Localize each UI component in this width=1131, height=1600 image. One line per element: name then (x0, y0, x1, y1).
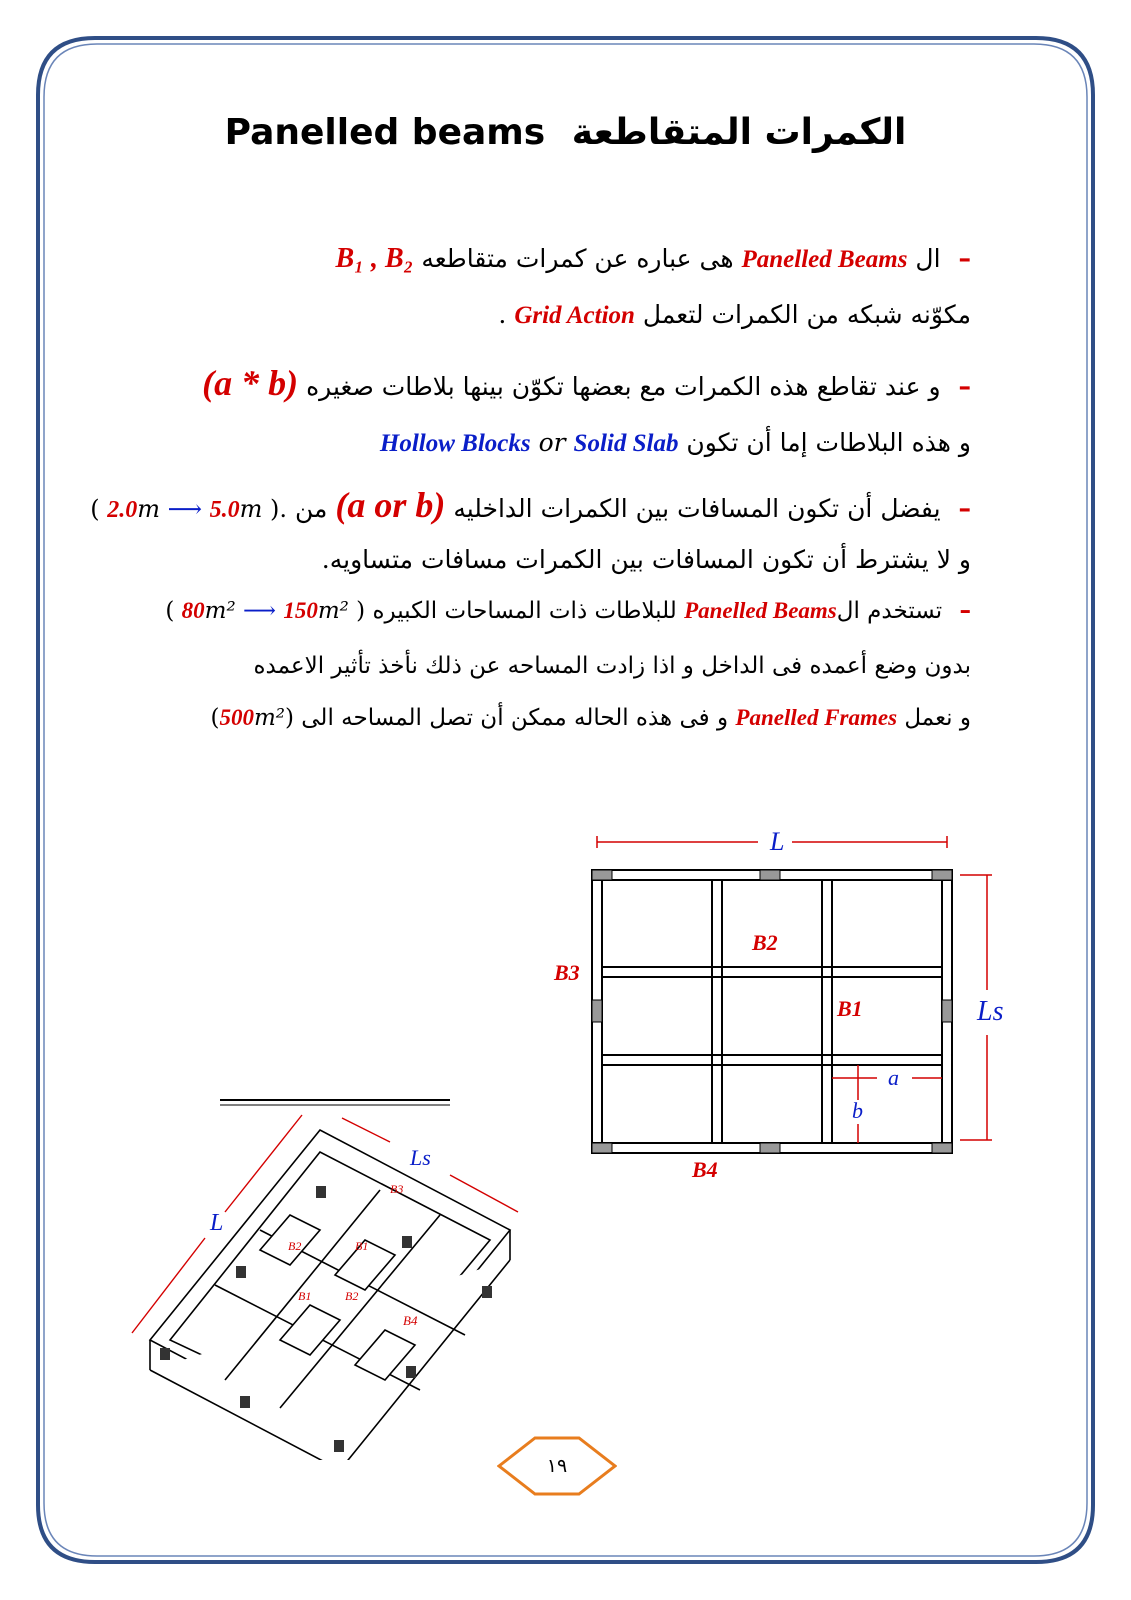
page-number: ١٩ (546, 1455, 568, 1477)
arrow-icon: ⟶ (167, 495, 202, 523)
symbols-b1-b2: B₁ , B₂ (335, 243, 414, 274)
label-b: b (852, 1098, 863, 1123)
range-distance: ( 2.0m ⟶ 5.0m ). (90, 495, 288, 523)
paragraph-3-line-2: و لا يشترط أن تكون المسافات بين الكمرات مسافات متساويه. (321, 545, 971, 574)
plan-diagram (540, 820, 1040, 1200)
page-number-badge (497, 1435, 617, 1497)
title-arabic: الكمرات المتقاطعة (571, 112, 907, 153)
bullet-dash: – (959, 598, 971, 624)
area-max: (500m²) (210, 705, 294, 731)
expr-a-or-b: (a or b) (335, 485, 446, 525)
term-panelled-frames: Panelled Frames (735, 705, 898, 730)
isometric-diagram (120, 1090, 540, 1460)
iso-label-B2: B2 (288, 1239, 302, 1253)
label-a: a (888, 1065, 899, 1090)
paragraph-1-line-1: – ال Panelled Beams هى عباره عن كمرات متقاطعه B₁ , B₂ (335, 243, 971, 274)
page-title (0, 112, 1131, 153)
paragraph-4-line-1: – تستخدم الPanelled Beams للبلاطات ذات المساحات الكبيره ( 80m² ⟶ 150m² ) (165, 598, 971, 624)
label-Ls: Ls (977, 996, 1004, 1027)
label-B2: B2 (752, 930, 778, 955)
term-hollow-blocks: Hollow Blocks (379, 430, 531, 457)
label-L: L (770, 827, 785, 856)
paragraph-4-line-2: بدون وضع أعمده فى الداخل و اذا زادت المساحه عن ذلك نأخذ تأثير الاعمده (253, 653, 971, 679)
bullet-dash: – (958, 372, 971, 401)
area-range: ( 80m² ⟶ 150m² ) (165, 598, 366, 624)
plan-columns (592, 870, 952, 1153)
iso-label-B2-2: B2 (345, 1289, 359, 1303)
arrow-icon: ⟶ (243, 598, 276, 624)
paragraph-1-line-2: مكوّنه شبكه من الكمرات لتعمل Grid Action . (498, 300, 971, 329)
bullet-dash: – (958, 494, 971, 523)
term-panelled-beams-2: Panelled Beams (684, 598, 837, 623)
label-B3: B3 (554, 960, 580, 985)
iso-label-B4: B4 (403, 1313, 418, 1328)
paragraph-2-line-2: و هذه البلاطات إما أن تكون Hollow Blocks or Solid Slab (379, 428, 971, 457)
paragraph-2-line-1: – و عند تقاطع هذه الكمرات مع بعضها تكوّن بينها بلاطات صغيره (a * b) (202, 363, 971, 403)
iso-label-B3: B3 (390, 1182, 404, 1196)
iso-label-B1-2: B1 (298, 1289, 312, 1303)
paragraph-4-line-3: و نعمل Panelled Frames و فى هذه الحاله ممكن أن تصل المساحه الى (500m²) (210, 705, 971, 731)
iso-structure (150, 1130, 510, 1460)
label-B4: B4 (692, 1157, 718, 1182)
term-solid-slab: Solid Slab (573, 430, 679, 457)
term-grid-action: Grid Action (514, 302, 635, 329)
plan-dimension-lines (597, 836, 992, 1143)
term-panelled-beams: Panelled Beams (741, 246, 908, 273)
bullet-dash: – (958, 244, 971, 273)
iso-label-Ls: Ls (410, 1145, 431, 1170)
expr-a-times-b: (a * b) (202, 363, 299, 403)
label-B1: B1 (837, 996, 863, 1021)
paragraph-3-line-1: – يفضل أن تكون المسافات بين الكمرات الداخليه (a or b) من ( 2.0m ⟶ 5.0m ). (90, 485, 971, 525)
plan-frame-lines (592, 870, 952, 1153)
title-english: Panelled beams (224, 112, 546, 153)
iso-label-L: L (210, 1210, 224, 1236)
iso-label-B1: B1 (355, 1239, 369, 1253)
